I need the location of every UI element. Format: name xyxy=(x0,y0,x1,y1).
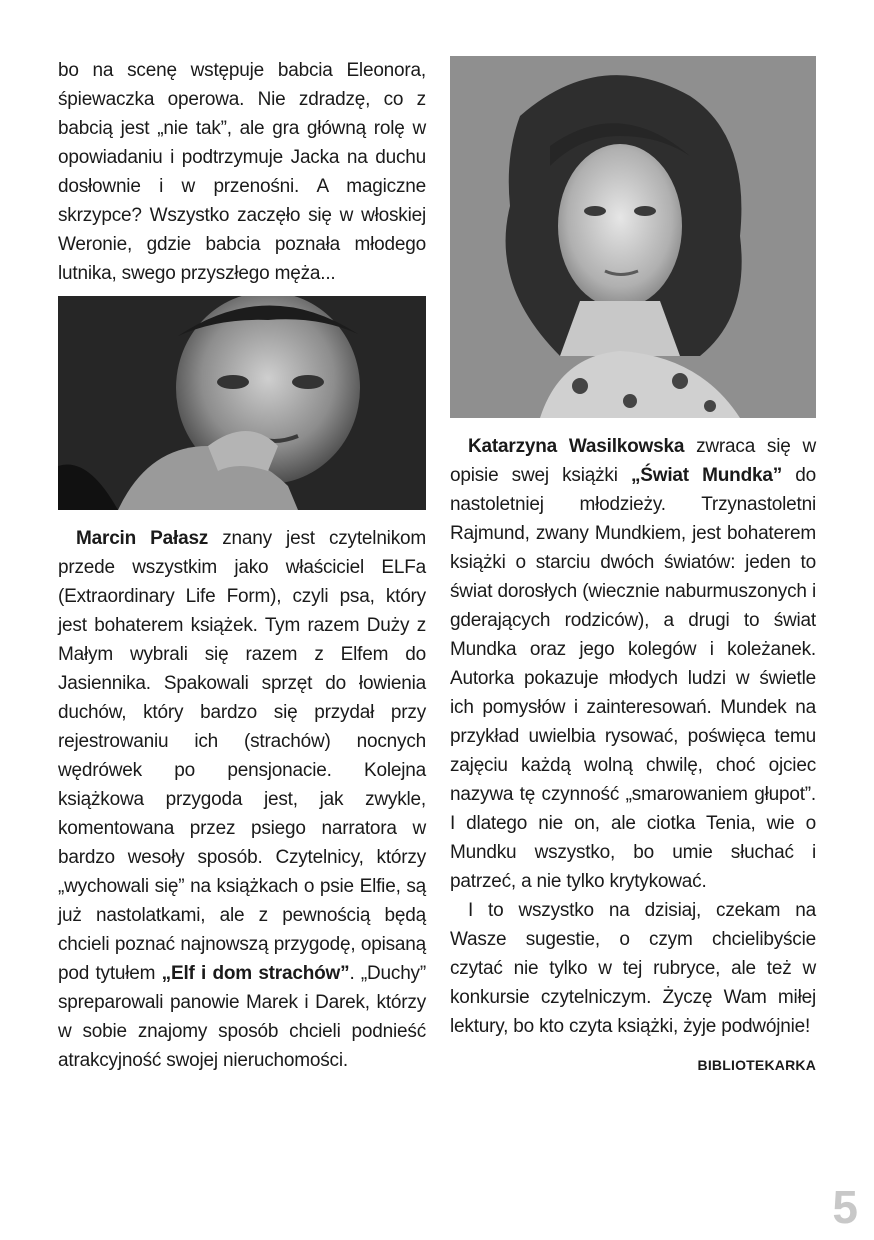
author-photo-marcin xyxy=(58,296,426,510)
katarzyna-paragraph xyxy=(450,432,816,896)
katarzyna-text-2: do nastoletniej młodzieży. Trzynastoletni Rajmund, zwany Mundkiem, jest bohaterem książki o starciu dwóch światów: jeden to świat dorosłych (wiecznie naburmuszonych i gderających rodziców), a drugi to świat Mundka oraz jego kolegów i koleżanek. Autorka pokazuje młodych ludzi w świetle ich pomysłów i zainteresowań. Mundek na przykład uwielbia rysować, poświęca temu zajęciu każdą wolną chwilę, choć ojciec nazywa tę czynność „smarowaniem głupot”. I dlatego nie on, ale ciotka Tenia, wie o Mundku wszystko, bo umie słuchać i patrzeć, a nie tylko krytykować. xyxy=(450,465,816,892)
left-column xyxy=(58,56,426,1075)
author-name-marcin: Marcin Pałasz xyxy=(76,528,209,549)
author-photo-katarzyna xyxy=(450,56,816,418)
closing-paragraph: I to wszystko na dzisiaj, czekam na Wasze sugestie, o czym chcielibyście czytać nie tylko w tej rubryce, ale też w konkursie czytelniczym. Życzę Wam miłej lektury, bo kto czyta książki, żyje podwójnie! xyxy=(450,900,816,1037)
book-title-swiat-mundka: „Świat Mundka” xyxy=(630,465,783,486)
katarzyna-text-1: zwraca się w opisie swej książki xyxy=(450,436,816,486)
marcin-paragraph xyxy=(58,524,426,1075)
intro-paragraph: bo na scenę wstępuje babcia Eleonora, śpiewaczka operowa. Nie zdradzę, co z babcią jest „nie tak”, ale gra główną rolę w opowiadaniu i podtrzymuje Jacka na duchu dosłownie i w przenośni. A magiczne skrzypce? Wszystko zaczęło się w włoskiej Weronie, gdzie babcia poznała młodego lutnika, swego przyszłego męża... xyxy=(58,60,426,284)
author-name-katarzyna: Katarzyna Wasilkowska xyxy=(468,436,685,457)
signature: BIBLIOTEKARKA xyxy=(697,1057,816,1073)
book-title-elf: „Elf i dom strachów” xyxy=(161,963,350,984)
right-column xyxy=(450,56,816,1073)
marcin-text-2: . „Duchy” spreparowali panowie Marek i Darek, którzy w sobie znajomy sposób chcieli podnieść atrakcyjność swojej nieruchomości. xyxy=(58,963,426,1071)
portrait-woman-image xyxy=(450,56,816,418)
portrait-man-image xyxy=(58,296,426,510)
marcin-text-1: znany jest czytelnikom przede wszystkim jako właściciel ELFa (Extraordinary Life Form), czyli psa, który jest bohaterem książek. Tym razem Duży z Małym wybrali się razem z Elfem do Jasiennika. Spakowali sprzęt do łowienia duchów, który bardzo się przydał przy rejestrowaniu ich (strachów) nocnych wędrówek po pensjonacie. Kolejna książkowa przygoda jest, jak zwykle, komentowana przez psiego narratora w bardzo wesoły sposób. Czytelnicy, którzy „wychowali się” na książkach o psie Elfie, są już nastolatkami, ale z pewnością będą chcieli poznać najnowszą przygodę, opisaną pod tytułem xyxy=(58,528,426,984)
page-number: 5 xyxy=(832,1181,858,1233)
